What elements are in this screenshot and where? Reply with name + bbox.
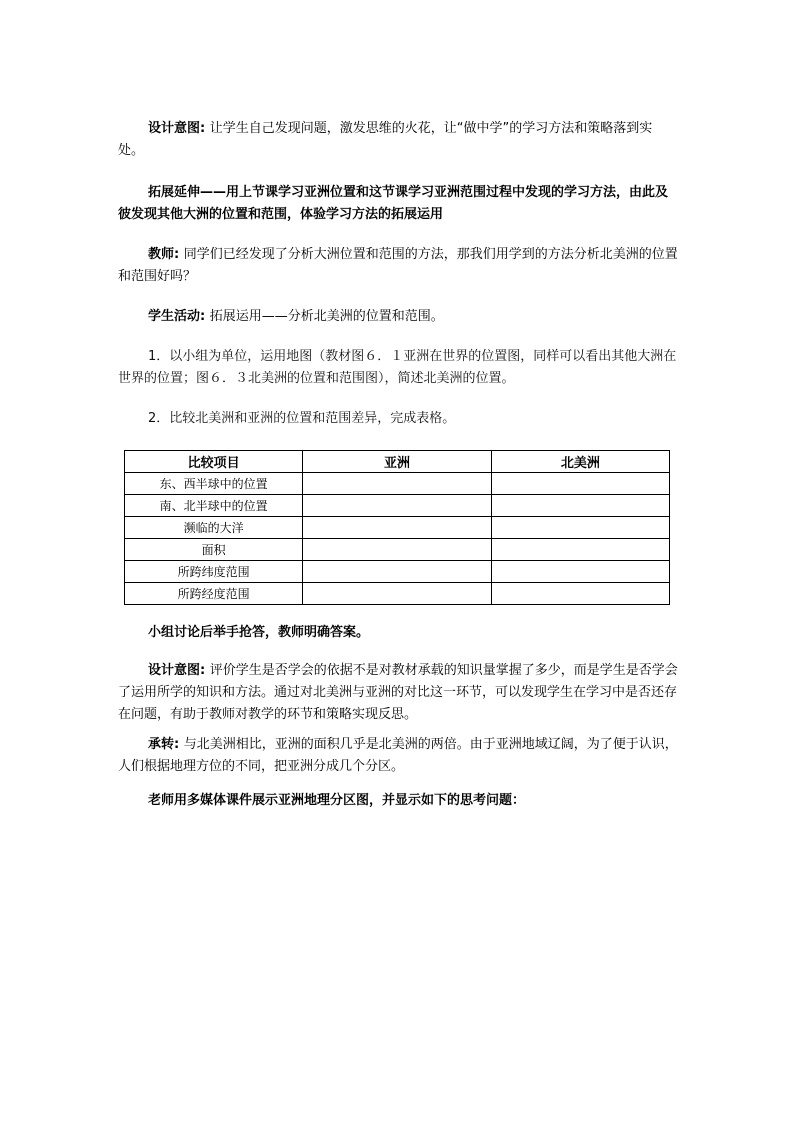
student-activity-paragraph: 学生活动: 拓展运用——分析北美洲的位置和范围。	[148, 309, 444, 324]
north-america-cell	[491, 473, 669, 495]
asia-cell	[303, 561, 491, 583]
table-row	[125, 517, 670, 539]
row-label: 濒临的大洋	[125, 517, 303, 539]
row-label: 东、西半球中的位置	[125, 473, 303, 495]
teacher-paragraph: 教师: 同学们已经发现了分析大洲位置和范围的方法，那我们用学到的方法分析北美洲的位置和范围好吗？	[118, 247, 678, 284]
transition-label: 承转	[148, 737, 175, 752]
table-header-row	[125, 451, 670, 473]
group-discussion-paragraph: 小组讨论后举手抢答，教师明确答案。	[148, 625, 370, 640]
header-asia: 亚洲	[303, 451, 491, 473]
asia-cell	[303, 473, 491, 495]
header-compare-item: 比较项目	[125, 451, 303, 473]
north-america-cell	[491, 517, 669, 539]
north-america-cell	[491, 583, 669, 605]
design-intent-paragraph-2: 设计意图: 评价学生是否学会的依据不是对教材承载的知识量掌握了多少，而是学生是否学会了运用所学的知识和方法。通过对北美洲与亚洲的对比这一环节，可以发现学生在学习中是否还存在问题，有助于教师对教学的环节和策略实现反思。	[118, 663, 678, 722]
north-america-cell	[491, 495, 669, 517]
table-row	[125, 583, 670, 605]
asia-cell	[303, 495, 491, 517]
design-intent-label: 设计意图	[148, 121, 201, 136]
comparison-table	[124, 450, 670, 605]
row-label: 所跨纬度范围	[125, 561, 303, 583]
asia-cell	[303, 517, 491, 539]
student-activity-label: 学生活动	[148, 309, 201, 324]
design-intent-paragraph-1: 设计意图: 让学生自己发现问题，激发思维的火花，让“做中学”的学习方法和策略落到实处。	[118, 121, 653, 158]
transition-paragraph: 承转: 与北美洲相比，亚洲的面积几乎是北美洲的两倍。由于亚洲地域辽阔，为了便于认识，人们根据地理方位的不同，把亚洲分成几个分区。	[118, 737, 678, 774]
row-label: 面积	[125, 539, 303, 561]
design-intent-label: 设计意图	[148, 663, 201, 678]
north-america-cell	[491, 539, 669, 561]
row-label: 南、北半球中的位置	[125, 495, 303, 517]
multimedia-paragraph: 老师用多媒体课件展示亚洲地理分区图，并显示如下的思考问题：	[148, 793, 526, 808]
table-row	[125, 495, 670, 517]
header-north-america: 北美洲	[491, 451, 669, 473]
asia-cell	[303, 583, 491, 605]
table-row	[125, 473, 670, 495]
asia-cell	[303, 539, 491, 561]
teacher-label: 教师	[148, 247, 175, 262]
task-1-paragraph: 1．以小组为单位，运用地图（教材图６．１亚洲在世界的位置图，同样可以看出其他大洲在世界的位置；图６．３北美洲的位置和范围图），简述北美洲的位置。	[118, 349, 677, 386]
table-row	[125, 539, 670, 561]
table-row	[125, 561, 670, 583]
extension-heading: 拓展延伸——用上节课学习亚洲位置和这节课学习亚洲范围过程中发现的学习方法，由此及彼发现其他大洲的位置和范围，体验学习方法的拓展运用	[118, 185, 669, 222]
north-america-cell	[491, 561, 669, 583]
task-2-paragraph: 2．比较北美洲和亚洲的位置和范围差异，完成表格。	[148, 411, 456, 426]
row-label: 所跨经度范围	[125, 583, 303, 605]
